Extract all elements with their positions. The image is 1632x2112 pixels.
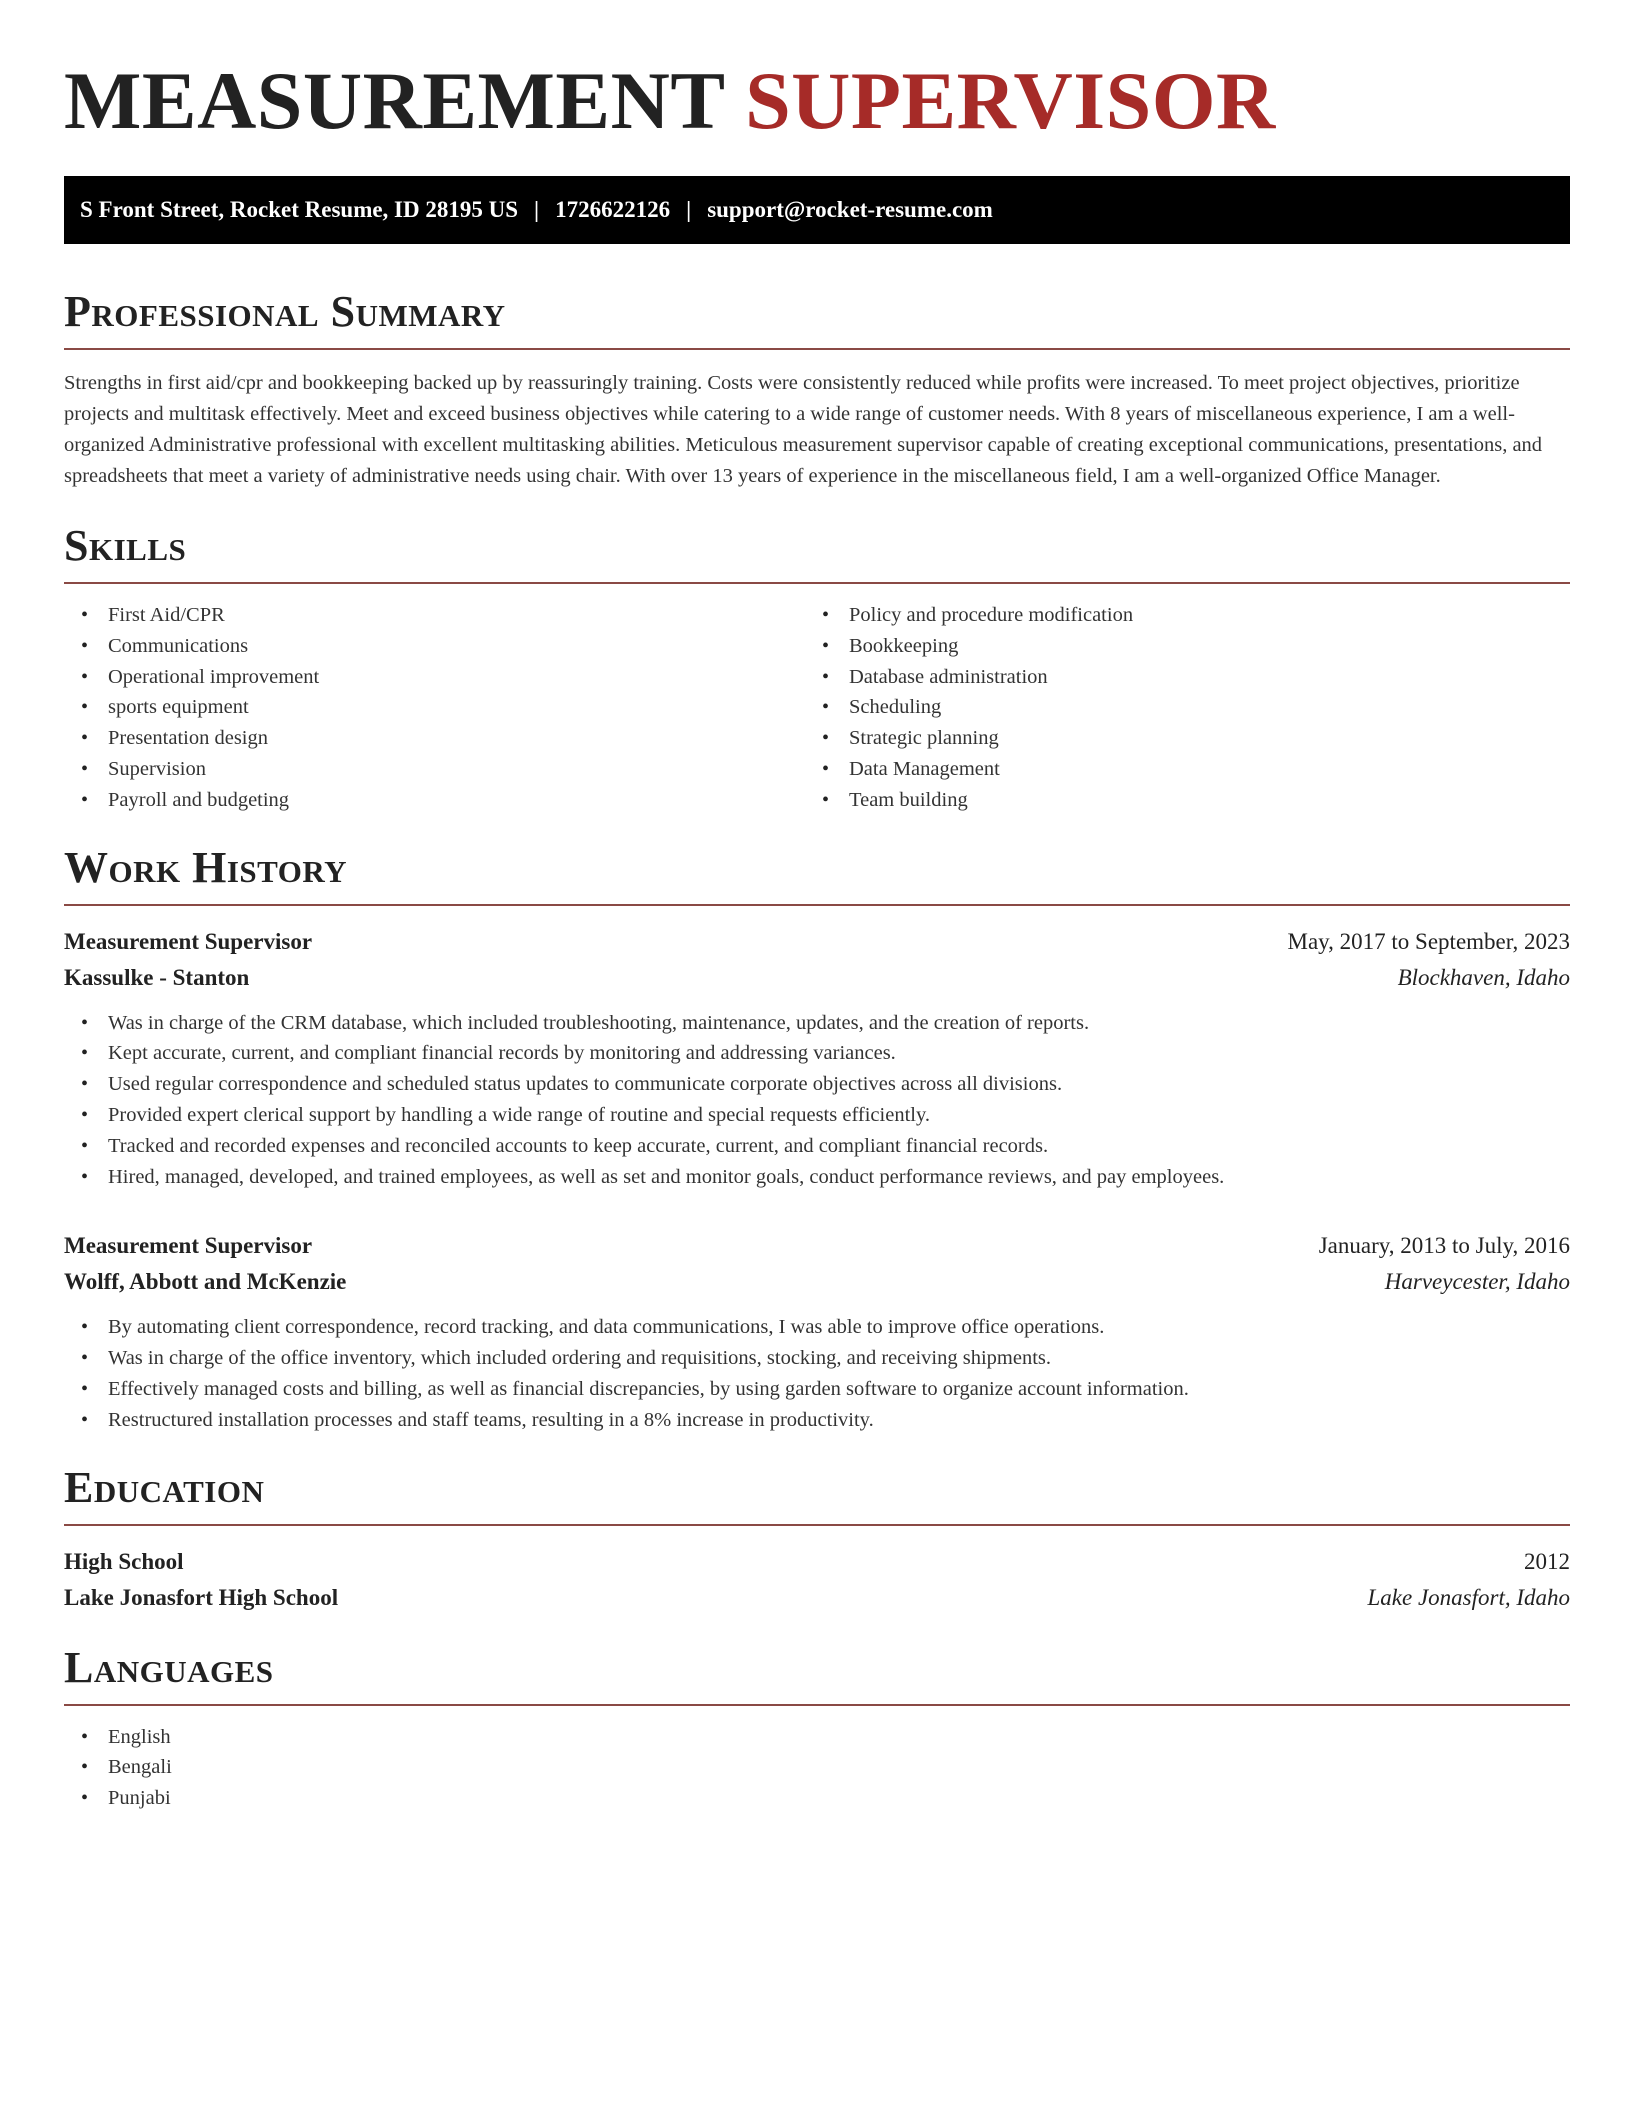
job-company-row (64, 1264, 1570, 1300)
languages-heading: Languages (64, 1642, 274, 1692)
section-divider (64, 1704, 1570, 1706)
skill-item: • Database administration (805, 662, 1546, 693)
work-history-heading: Work History (64, 842, 348, 892)
skill-item: • Operational improvement (64, 662, 805, 693)
job-company: Wolff, Abbott and McKenzie (64, 1269, 347, 1295)
resume-title (64, 0, 1570, 150)
job-bullet: • Provided expert clerical support by handling a wide range of routine and special requests efficiently. (64, 1100, 1570, 1131)
job-entry (64, 924, 1570, 1193)
skill-item: • sports equipment (64, 692, 805, 723)
summary-section (64, 286, 1570, 492)
education-location: Lake Jonasfort, Idaho (1367, 1584, 1570, 1610)
job-dates: May, 2017 to September, 2023 (1287, 928, 1570, 954)
contact-phone: 1726622126 (555, 197, 671, 222)
contact-separator: | (686, 197, 692, 222)
resume-page (64, 0, 1570, 1814)
skill-item: • Scheduling (805, 692, 1546, 723)
section-divider (64, 348, 1570, 350)
skill-item: • Payroll and budgeting (64, 785, 805, 816)
section-divider (64, 582, 1570, 584)
job-bullet: • Was in charge of the office inventory, which included ordering and requisitions, stocking, and receiving shipments. (64, 1343, 1570, 1374)
education-school-row (64, 1580, 1570, 1616)
education-degree-row (64, 1544, 1570, 1580)
languages-section (64, 1642, 1570, 1814)
job-title: Measurement Supervisor (64, 1233, 313, 1259)
job-bullet: • By automating client correspondence, record tracking, and data communications, I was able to improve office operations. (64, 1312, 1570, 1343)
skill-item: • Data Management (805, 754, 1546, 785)
section-divider (64, 1524, 1570, 1526)
job-location: Blockhaven, Idaho (1397, 964, 1570, 990)
job-bullet: • Used regular correspondence and scheduled status updates to communicate corporate objectives across all divisions. (64, 1069, 1570, 1100)
title-part-2: SUPERVISOR (745, 55, 1276, 146)
job-dates: January, 2013 to July, 2016 (1318, 1233, 1570, 1259)
job-bullet: • Was in charge of the CRM database, which included troubleshooting, maintenance, updates, and the creation of reports. (64, 1008, 1570, 1039)
skill-item: • Policy and procedure modification (805, 600, 1546, 631)
languages-list (64, 1722, 1570, 1814)
job-bullet: • Tracked and recorded expenses and reconciled accounts to keep accurate, current, and compliant financial records. (64, 1131, 1570, 1162)
skill-item: • Communications (64, 631, 805, 662)
job-bullets (64, 1008, 1570, 1193)
skill-item: • Bookkeeping (805, 631, 1546, 662)
skill-item: • Strategic planning (805, 723, 1546, 754)
summary-heading: Professional Summary (64, 287, 506, 336)
job-entry (64, 1228, 1570, 1435)
skill-item: • Team building (805, 785, 1546, 816)
language-item: • English (64, 1722, 1570, 1753)
job-header-row (64, 924, 1570, 960)
education-school: Lake Jonasfort High School (64, 1584, 339, 1610)
education-heading: Education (64, 1462, 265, 1512)
language-item: • Punjabi (64, 1783, 1570, 1814)
skill-item: • First Aid/CPR (64, 600, 805, 631)
contact-address: S Front Street, Rocket Resume, ID 28195 US (80, 197, 519, 222)
education-year: 2012 (1524, 1548, 1570, 1574)
job-company-row (64, 960, 1570, 996)
skill-item: • Supervision (64, 754, 805, 785)
education-entry (64, 1544, 1570, 1616)
skills-section (64, 520, 1570, 816)
job-bullet: • Effectively managed costs and billing, as well as financial discrepancies, by using garden software to organize account information. (64, 1374, 1570, 1405)
job-title: Measurement Supervisor (64, 928, 313, 954)
skills-list-right (805, 600, 1546, 816)
job-bullet: • Hired, managed, developed, and trained employees, as well as set and monitor goals, conduct performance reviews, and pay employees. (64, 1162, 1570, 1193)
job-header-row (64, 1228, 1570, 1264)
language-item: • Bengali (64, 1752, 1570, 1783)
section-divider (64, 904, 1570, 906)
title-part-1: MEASUREMENT (64, 55, 725, 146)
education-section (64, 1462, 1570, 1616)
job-company: Kassulke - Stanton (64, 964, 250, 990)
job-bullets (64, 1312, 1570, 1435)
work-history-section (64, 842, 1570, 1436)
contact-separator: | (534, 197, 540, 222)
skill-item: • Presentation design (64, 723, 805, 754)
job-location: Harveycester, Idaho (1384, 1269, 1570, 1295)
skills-list-left (64, 600, 805, 816)
contact-bar (64, 176, 1570, 244)
skills-columns (64, 600, 1570, 816)
job-bullet: • Kept accurate, current, and compliant financial records by monitoring and addressing variances. (64, 1038, 1570, 1069)
education-degree: High School (64, 1548, 184, 1574)
contact-email[interactable]: support@rocket-resume.com (707, 197, 993, 222)
job-bullet: • Restructured installation processes and staff teams, resulting in a 8% increase in productivity. (64, 1405, 1570, 1436)
summary-text: Strengths in first aid/cpr and bookkeeping backed up by reassuringly training. Costs were consistently reduced while profits were increased. To meet project objectives, prioritize projects and multitask effectively. Meet and exceed business objectives while catering to a wide range of customer needs. With 8 years of miscellaneous experience, I am a well-organized Administrative professional with excellent multitasking abilities. Meticulous measurement supervisor capable of creating exceptional communications, presentations, and spreadsheets that meet a variety of administrative needs using chair. With over 13 years of experience in the miscellaneous field, I am a well-organized Office Manager. (64, 372, 1543, 487)
skills-heading: Skills (64, 521, 187, 570)
